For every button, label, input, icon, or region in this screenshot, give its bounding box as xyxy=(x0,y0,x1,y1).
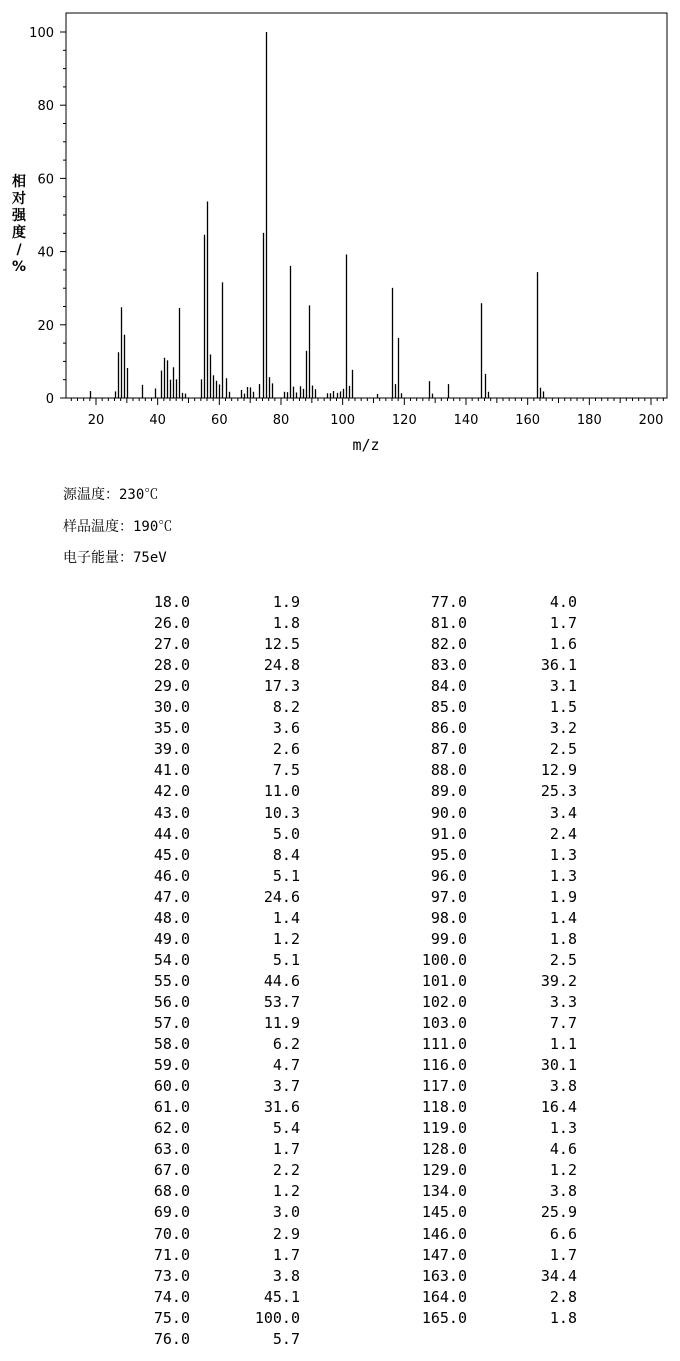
intensity-value: 1.3 xyxy=(549,866,577,885)
mz-value: 116.0 xyxy=(421,1056,467,1075)
intensity-value: 8.2 xyxy=(272,698,300,717)
mz-value: 91.0 xyxy=(430,824,467,843)
mz-value: 74.0 xyxy=(153,1287,190,1306)
intensity-value: 36.1 xyxy=(540,656,577,675)
y-tick-label: 20 xyxy=(37,318,54,334)
mz-value: 165.0 xyxy=(421,1308,467,1327)
mz-value: 82.0 xyxy=(430,635,467,654)
mz-value: 47.0 xyxy=(153,887,190,906)
x-tick-label: 20 xyxy=(87,413,105,428)
y-axis xyxy=(29,26,66,407)
mz-value: 71.0 xyxy=(153,1245,190,1264)
intensity-value: 25.9 xyxy=(540,1203,577,1222)
mz-value: 118.0 xyxy=(421,1098,467,1117)
y-tick-label: 40 xyxy=(37,245,54,261)
mz-value: 55.0 xyxy=(153,971,190,990)
mz-value: 70.0 xyxy=(153,1224,190,1243)
intensity-value: 24.8 xyxy=(263,656,300,675)
x-tick-label: 60 xyxy=(211,413,228,428)
mz-value: 84.0 xyxy=(430,677,467,696)
mz-value: 42.0 xyxy=(153,782,190,801)
intensity-value: 3.3 xyxy=(549,992,577,1011)
mz-value: 146.0 xyxy=(421,1224,467,1243)
intensity-value: 2.5 xyxy=(549,950,577,969)
intensity-value: 1.5 xyxy=(549,698,577,717)
mz-value: 102.0 xyxy=(421,992,467,1011)
mz-value: 119.0 xyxy=(421,1119,467,1138)
table-row xyxy=(0,1098,680,1119)
intensity-value: 2.5 xyxy=(549,740,577,759)
intensity-value: 1.2 xyxy=(272,1182,300,1201)
table-row xyxy=(0,1309,680,1330)
intensity-value: 8.4 xyxy=(272,845,300,864)
table-row xyxy=(0,1203,680,1224)
mz-value: 73.0 xyxy=(153,1266,190,1285)
mz-value: 28.0 xyxy=(153,656,190,675)
mz-value: 60.0 xyxy=(153,1077,190,1096)
x-axis xyxy=(71,398,663,428)
mz-value: 68.0 xyxy=(153,1182,190,1201)
x-axis-label: m/z xyxy=(352,436,380,454)
table-row xyxy=(0,593,680,614)
mz-value: 97.0 xyxy=(430,887,467,906)
mz-value: 76.0 xyxy=(153,1329,190,1348)
table-row xyxy=(0,804,680,825)
intensity-value: 7.5 xyxy=(272,761,300,780)
intensity-value: 16.4 xyxy=(540,1098,577,1117)
intensity-value: 7.7 xyxy=(549,1014,577,1032)
table-row xyxy=(0,993,680,1014)
table-row xyxy=(0,1035,680,1056)
mz-value: 69.0 xyxy=(153,1203,190,1222)
table-row xyxy=(0,782,680,803)
table-row xyxy=(0,909,680,930)
electron-energy-text: 电子能量：75eV xyxy=(63,550,167,566)
mz-value: 147.0 xyxy=(421,1245,467,1264)
intensity-value: 1.8 xyxy=(549,1308,577,1327)
intensity-value: 1.1 xyxy=(549,1035,577,1054)
intensity-value: 44.6 xyxy=(263,971,300,990)
mz-value: 67.0 xyxy=(153,1161,190,1180)
mz-value: 57.0 xyxy=(153,1014,190,1032)
mz-value: 46.0 xyxy=(153,866,190,885)
mz-value: 98.0 xyxy=(430,908,467,927)
table-row xyxy=(0,930,680,951)
intensity-value: 1.9 xyxy=(549,887,577,906)
table-row xyxy=(0,1182,680,1203)
intensity-value: 6.2 xyxy=(272,1035,300,1054)
table-row xyxy=(0,1246,680,1267)
mz-value: 88.0 xyxy=(430,761,467,780)
intensity-value: 5.1 xyxy=(272,866,300,885)
mz-value: 117.0 xyxy=(421,1077,467,1096)
intensity-value: 39.2 xyxy=(540,971,577,990)
sample-temperature-text: 样品温度：190℃ xyxy=(63,519,173,535)
mz-value: 41.0 xyxy=(153,761,190,780)
intensity-value: 1.4 xyxy=(272,908,300,927)
mz-value: 96.0 xyxy=(430,866,467,885)
mz-value: 163.0 xyxy=(421,1266,467,1285)
intensity-value: 2.4 xyxy=(549,824,577,843)
intensity-value: 2.6 xyxy=(272,740,300,759)
mz-value: 90.0 xyxy=(430,803,467,822)
intensity-value: 2.9 xyxy=(272,1224,300,1243)
intensity-value: 3.7 xyxy=(272,1077,300,1096)
mz-value: 27.0 xyxy=(153,635,190,654)
table-row xyxy=(0,761,680,782)
intensity-value: 4.0 xyxy=(549,593,577,611)
table-row xyxy=(0,1267,680,1288)
intensity-value: 30.1 xyxy=(540,1056,577,1075)
mz-value: 100.0 xyxy=(421,950,467,969)
table-row xyxy=(0,951,680,972)
mz-value: 129.0 xyxy=(421,1161,467,1180)
peak-bars xyxy=(91,32,544,398)
x-tick-label: 80 xyxy=(272,413,290,428)
table-row xyxy=(0,635,680,656)
table-row xyxy=(0,698,680,719)
y-tick-label: 0 xyxy=(45,392,54,407)
intensity-value: 5.0 xyxy=(272,824,300,843)
intensity-value: 1.2 xyxy=(549,1161,577,1180)
mz-value: 62.0 xyxy=(153,1119,190,1138)
mz-value: 128.0 xyxy=(421,1140,467,1159)
x-tick-label: 120 xyxy=(391,413,417,428)
intensity-value: 1.7 xyxy=(272,1140,300,1159)
intensity-value: 1.2 xyxy=(272,929,300,948)
y-axis-label-char: 相 xyxy=(12,174,26,190)
intensity-value: 24.6 xyxy=(263,887,300,906)
intensity-value: 5.1 xyxy=(272,950,300,969)
mz-value: 164.0 xyxy=(421,1287,467,1306)
y-axis-label-char: / xyxy=(16,242,22,258)
intensity-value: 11.9 xyxy=(263,1014,300,1032)
intensity-value: 1.8 xyxy=(272,614,300,633)
intensity-value: 12.9 xyxy=(540,761,577,780)
table-row xyxy=(0,740,680,761)
mz-value: 86.0 xyxy=(430,719,467,738)
mz-value: 29.0 xyxy=(153,677,190,696)
intensity-value: 3.4 xyxy=(549,803,577,822)
intensity-value: 3.8 xyxy=(549,1077,577,1096)
y-tick-label: 80 xyxy=(37,99,54,115)
table-row xyxy=(0,1119,680,1140)
table-row xyxy=(0,656,680,677)
mz-value: 83.0 xyxy=(430,656,467,675)
mz-value: 49.0 xyxy=(153,929,190,948)
y-tick-label: 100 xyxy=(29,26,54,41)
x-tick-label: 160 xyxy=(515,413,541,428)
mass-spectrum-chart xyxy=(0,0,680,470)
intensity-value: 25.3 xyxy=(540,782,577,801)
intensity-value: 2.2 xyxy=(272,1161,300,1180)
intensity-value: 3.8 xyxy=(272,1266,300,1285)
y-tick-label: 60 xyxy=(37,172,54,188)
mz-value: 59.0 xyxy=(153,1056,190,1075)
intensity-value: 1.4 xyxy=(549,908,577,927)
intensity-value: 3.1 xyxy=(549,677,577,696)
mz-value: 48.0 xyxy=(153,908,190,927)
intensity-value: 17.3 xyxy=(263,677,300,696)
mz-value: 35.0 xyxy=(153,719,190,738)
source-temperature xyxy=(63,484,158,504)
intensity-value: 53.7 xyxy=(263,992,300,1011)
x-tick-label: 140 xyxy=(453,413,479,428)
intensity-value: 2.8 xyxy=(549,1287,577,1306)
mz-value: 81.0 xyxy=(430,614,467,633)
intensity-value: 31.6 xyxy=(263,1098,300,1117)
mz-value: 75.0 xyxy=(153,1308,190,1327)
sample-temperature xyxy=(63,516,172,536)
mz-value: 87.0 xyxy=(430,740,467,759)
y-axis-label-char: % xyxy=(11,259,27,275)
mz-value: 44.0 xyxy=(153,824,190,843)
intensity-value: 3.8 xyxy=(549,1182,577,1201)
mz-value: 85.0 xyxy=(430,698,467,717)
mz-value: 99.0 xyxy=(430,929,467,948)
mz-value: 103.0 xyxy=(421,1014,467,1032)
mz-value: 77.0 xyxy=(430,593,467,611)
mz-value: 111.0 xyxy=(421,1035,467,1054)
table-row xyxy=(0,1014,680,1035)
intensity-value: 34.4 xyxy=(540,1266,577,1285)
intensity-value: 6.6 xyxy=(549,1224,577,1243)
intensity-value: 1.8 xyxy=(549,929,577,948)
mz-value: 43.0 xyxy=(153,803,190,822)
intensity-value: 1.3 xyxy=(549,845,577,864)
table-row xyxy=(0,1077,680,1098)
intensity-value: 45.1 xyxy=(263,1287,300,1306)
x-tick-label: 180 xyxy=(576,413,602,428)
table-row xyxy=(0,1330,680,1351)
mz-value: 63.0 xyxy=(153,1140,190,1159)
x-tick-label: 200 xyxy=(638,413,664,428)
y-axis-label-char: 对 xyxy=(12,191,26,207)
intensity-value: 3.6 xyxy=(272,719,300,738)
mz-value: 18.0 xyxy=(153,593,190,611)
table-row xyxy=(0,614,680,635)
intensity-value: 1.3 xyxy=(549,1119,577,1138)
intensity-value: 1.7 xyxy=(549,614,577,633)
table-row xyxy=(0,1056,680,1077)
x-tick-label: 40 xyxy=(149,413,166,428)
table-row xyxy=(0,846,680,867)
intensity-value: 11.0 xyxy=(263,782,300,801)
table-row xyxy=(0,719,680,740)
table-row xyxy=(0,1140,680,1161)
y-axis-label-char: 强 xyxy=(12,208,26,224)
mz-value: 145.0 xyxy=(421,1203,467,1222)
table-row xyxy=(0,825,680,846)
table-row xyxy=(0,1161,680,1182)
mz-value: 54.0 xyxy=(153,950,190,969)
intensity-value: 1.9 xyxy=(272,593,300,611)
mz-value: 101.0 xyxy=(421,971,467,990)
intensity-value: 1.7 xyxy=(549,1245,577,1264)
x-tick-label: 100 xyxy=(330,413,356,428)
mz-value: 95.0 xyxy=(430,845,467,864)
intensity-value: 12.5 xyxy=(263,635,300,654)
mz-value: 39.0 xyxy=(153,740,190,759)
plot-frame xyxy=(66,13,667,398)
table-row xyxy=(0,888,680,909)
table-row xyxy=(0,677,680,698)
mz-value: 58.0 xyxy=(153,1035,190,1054)
intensity-value: 5.4 xyxy=(272,1119,300,1138)
y-axis-label xyxy=(11,173,27,275)
mz-value: 61.0 xyxy=(153,1098,190,1117)
mz-value: 89.0 xyxy=(430,782,467,801)
table-row xyxy=(0,972,680,993)
table-row xyxy=(0,867,680,888)
electron-energy xyxy=(63,547,167,567)
mz-value: 56.0 xyxy=(153,992,190,1011)
source-temperature-text: 源温度：230℃ xyxy=(63,487,159,503)
intensity-value: 1.6 xyxy=(549,635,577,654)
mz-value: 45.0 xyxy=(153,845,190,864)
intensity-value: 100.0 xyxy=(254,1308,300,1327)
intensity-value: 5.7 xyxy=(272,1329,300,1348)
intensity-value: 3.0 xyxy=(272,1203,300,1222)
intensity-value: 4.7 xyxy=(272,1056,300,1075)
mz-value: 30.0 xyxy=(153,698,190,717)
table-row xyxy=(0,1288,680,1309)
y-axis-label-char: 度 xyxy=(12,225,26,241)
intensity-value: 4.6 xyxy=(549,1140,577,1159)
intensity-value: 10.3 xyxy=(263,803,300,822)
mz-value: 134.0 xyxy=(421,1182,467,1201)
intensity-value: 1.7 xyxy=(272,1245,300,1264)
table-row xyxy=(0,1225,680,1246)
mz-value: 26.0 xyxy=(153,614,190,633)
intensity-value: 3.2 xyxy=(549,719,577,738)
